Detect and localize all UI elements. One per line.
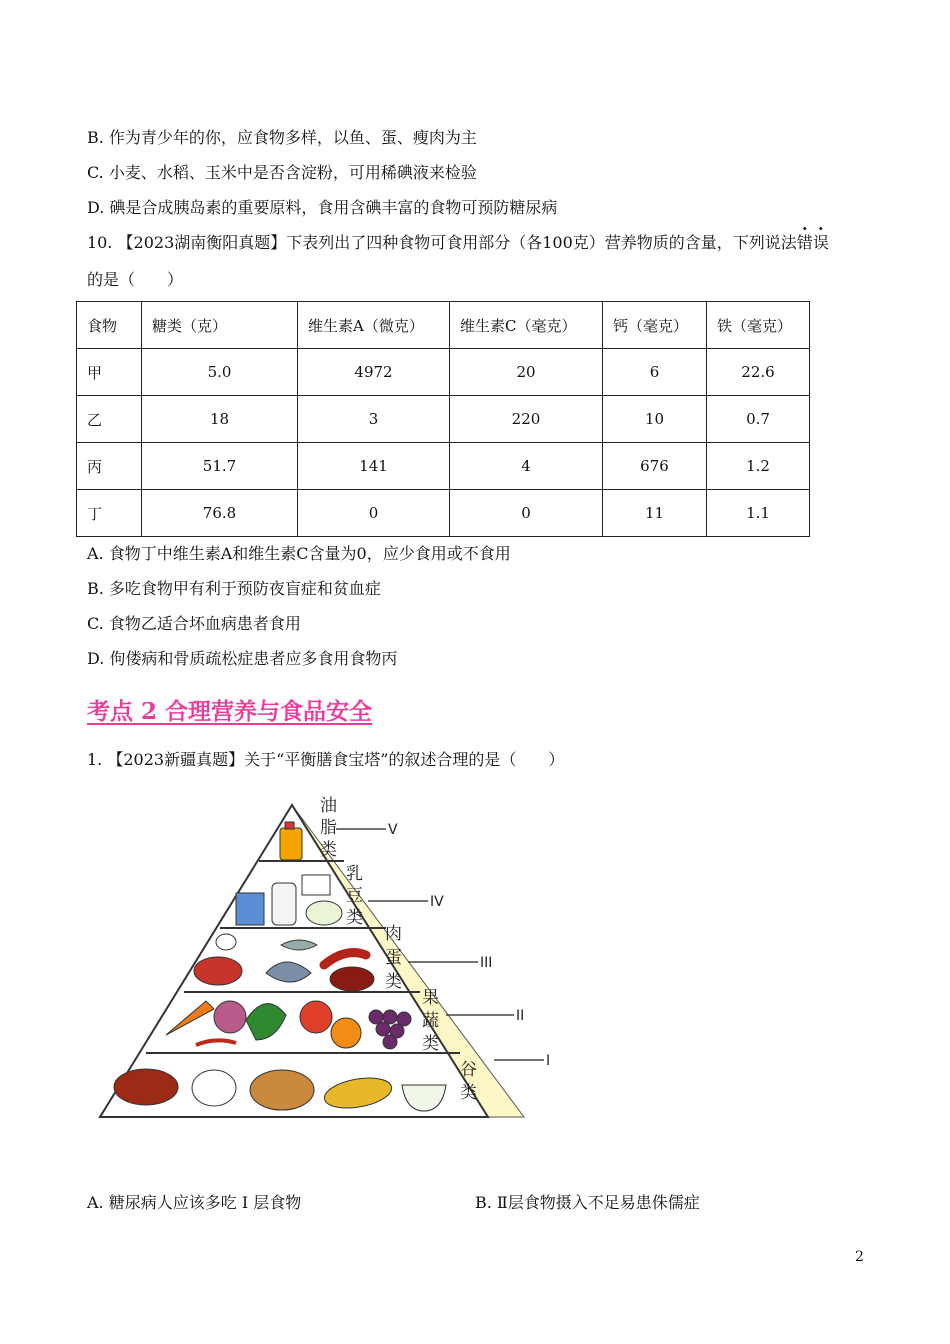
level-iii-label-char: 类 [385, 972, 402, 992]
q10-option-d: D. 佝偻病和骨质疏松症患者应多食用食物丙 [87, 649, 398, 668]
table-cell: 51.7 [142, 443, 298, 490]
roman-ii: II [516, 1008, 525, 1024]
roman-iii: III [480, 955, 493, 971]
table-row [77, 490, 810, 537]
level-v-label-char: 脂 [320, 818, 337, 838]
table-row [77, 349, 810, 396]
emphasis-char-1: 错 [796, 233, 813, 252]
table-cell: 10 [603, 396, 707, 443]
option-d-prev: D. 碘是合成胰岛素的重要原料，食用含碘丰富的食物可预防糖尿病 [87, 198, 558, 217]
q1-option-a: A. 糖尿病人应该多吃 I 层食物 [87, 1193, 302, 1212]
table-cell: 76.8 [142, 490, 298, 537]
question-10-stem-end: 的是（ ） [87, 270, 184, 289]
table-cell: 220 [450, 396, 603, 443]
table-cell: 甲 [77, 349, 142, 396]
table-cell: 5.0 [142, 349, 298, 396]
table-cell: 丙 [77, 443, 142, 490]
food-pyramid-figure [96, 795, 566, 1130]
level-v-label-char: 类 [320, 840, 337, 860]
level-i-label-char: 类 [460, 1083, 477, 1103]
level-ii-label-char: 蔬 [422, 1011, 439, 1031]
question-10-stem [87, 233, 829, 253]
level-iv-label-char: 乳 [346, 864, 363, 884]
table-cell: 0.7 [707, 396, 810, 443]
table-cell: 1.2 [707, 443, 810, 490]
nutrient-table [76, 301, 810, 537]
q1-option-b: B. Ⅱ层食物摄入不足易患侏儒症 [475, 1193, 700, 1212]
table-cell: 1.1 [707, 490, 810, 537]
q10-option-a: A. 食物丁中维生素A和维生素C含量为0，应少食用或不食用 [87, 544, 511, 563]
table-cell: 18 [142, 396, 298, 443]
header-cell: 维生素C（毫克） [450, 302, 603, 349]
q10-option-b: B. 多吃食物甲有利于预防夜盲症和贫血症 [87, 579, 381, 598]
table-row [77, 443, 810, 490]
question-1-stem: 1. 【2023新疆真题】关于“平衡膳食宝塔”的叙述合理的是（ ） [87, 750, 565, 769]
level-iv-label-char: 类 [346, 908, 363, 928]
table-cell: 4972 [298, 349, 450, 396]
level-iv-label-char: 豆 [346, 886, 363, 906]
option-b-prev: B. 作为青少年的你，应食物多样，以鱼、蛋、瘦肉为主 [87, 128, 477, 147]
header-cell: 钙（毫克） [603, 302, 707, 349]
roman-iv: IV [430, 894, 444, 910]
emphasis-char-2: 误 [812, 233, 829, 252]
level-ii-label-char: 类 [422, 1034, 439, 1054]
table-cell: 0 [450, 490, 603, 537]
table-cell: 6 [603, 349, 707, 396]
question-10-stem-text: 10. 【2023湖南衡阳真题】下表列出了四种食物可食用部分（各100克）营养物质的含量，下列说法 [87, 233, 797, 252]
option-c-prev: C. 小麦、水稻、玉米中是否含淀粉，可用稀碘液来检验 [87, 163, 477, 182]
table-cell: 4 [450, 443, 603, 490]
table-cell: 3 [298, 396, 450, 443]
level-ii-label-char: 果 [422, 988, 439, 1008]
table-cell: 22.6 [707, 349, 810, 396]
roman-i: I [546, 1053, 551, 1069]
level-iii-label-char: 肉 [385, 924, 402, 944]
header-cell: 糖类（克） [142, 302, 298, 349]
table-cell: 11 [603, 490, 707, 537]
table-cell: 141 [298, 443, 450, 490]
header-cell: 铁（毫克） [707, 302, 810, 349]
table-cell: 乙 [77, 396, 142, 443]
table-header-row [77, 302, 810, 349]
level-iii-label-char: 蛋 [385, 948, 402, 968]
q10-option-c: C. 食物乙适合坏血病患者食用 [87, 614, 301, 633]
header-cell: 维生素A（微克） [298, 302, 450, 349]
header-cell: 食物 [77, 302, 142, 349]
oil-bottle-icon [280, 822, 302, 860]
table-cell: 丁 [77, 490, 142, 537]
level-v-label-char: 油 [320, 796, 337, 816]
table-cell: 20 [450, 349, 603, 396]
table-row [77, 396, 810, 443]
level-i-label-char: 谷 [460, 1060, 477, 1080]
roman-v: V [388, 822, 398, 838]
table-cell: 676 [603, 443, 707, 490]
table-cell: 0 [298, 490, 450, 537]
page-number: 2 [855, 1249, 864, 1265]
section-heading: 考点 2 合理营养与食品安全 [87, 698, 373, 725]
